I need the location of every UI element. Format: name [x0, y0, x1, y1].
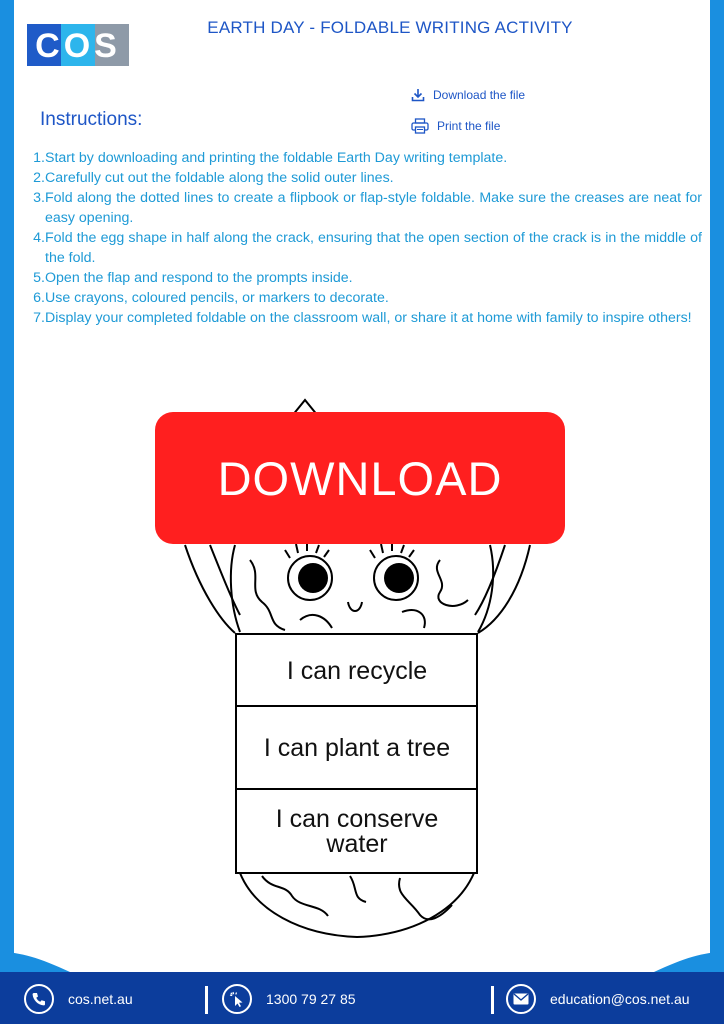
logo-text: COS [35, 27, 121, 65]
earth-bottom-outline [240, 873, 474, 937]
cursor-click-icon [222, 984, 252, 1014]
footer-phone-label: 1300 79 27 85 [266, 991, 356, 1007]
footer-email[interactable] [506, 984, 690, 1014]
page-title: EARTH DAY - FOLDABLE WRITING ACTIVITY [207, 18, 573, 37]
instruction-list [30, 148, 702, 328]
prompt-conserve-water: I can conserve water [275, 805, 439, 858]
instruction-step: 1. Start by downloading and printing the foldable Earth Day writing template. [33, 150, 508, 166]
footer-phone[interactable] [222, 984, 356, 1014]
footer-divider [491, 986, 494, 1014]
download-file-link[interactable] [411, 88, 525, 102]
instruction-step: 3. Fold along the dotted lines to create a flipbook or flap-style foldable. Make sure the creases are neat for easy opening. [33, 190, 702, 226]
cos-logo [27, 24, 129, 66]
print-file-label: Print the file [437, 119, 501, 133]
continent-line [262, 876, 328, 916]
smile [348, 602, 362, 611]
footer-website-label: cos.net.au [68, 991, 133, 1007]
instruction-step: 7. Display your completed foldable on the classroom wall, or share it at home with family to inspire others! [33, 310, 692, 326]
download-button[interactable]: DOWNLOAD [155, 412, 565, 544]
printer-icon [411, 118, 429, 134]
right-arm-outline [478, 545, 530, 633]
prompt-plant-tree: I can plant a tree [263, 734, 451, 762]
right-eye [374, 556, 418, 600]
footer-divider [205, 986, 208, 1014]
prompt-recycle: I can recycle [286, 656, 428, 685]
instruction-step: 6. Use crayons, coloured pencils, or markers to decorate. [33, 290, 389, 306]
instructions-heading: Instructions: [40, 109, 143, 130]
mail-icon [506, 984, 536, 1014]
download-file-label: Download the file [433, 88, 526, 102]
left-eye [288, 556, 332, 600]
instruction-step: 5. Open the flap and respond to the prompts inside. [33, 270, 353, 286]
footer-website[interactable] [24, 984, 133, 1014]
earth-left-edge [231, 545, 240, 632]
footer-email-label: education@cos.net.au [550, 991, 690, 1007]
earth-right-edge [478, 545, 493, 632]
download-icon [411, 88, 425, 102]
continent-line [250, 560, 285, 630]
instruction-step: 4. Fold the egg shape in half along the crack, ensuring that the open section of the crack is in the middle of the fold. [33, 230, 702, 266]
instruction-step: 2. Carefully cut out the foldable along the solid outer lines. [33, 170, 394, 186]
phone-icon [24, 984, 54, 1014]
print-file-link[interactable] [411, 118, 500, 134]
